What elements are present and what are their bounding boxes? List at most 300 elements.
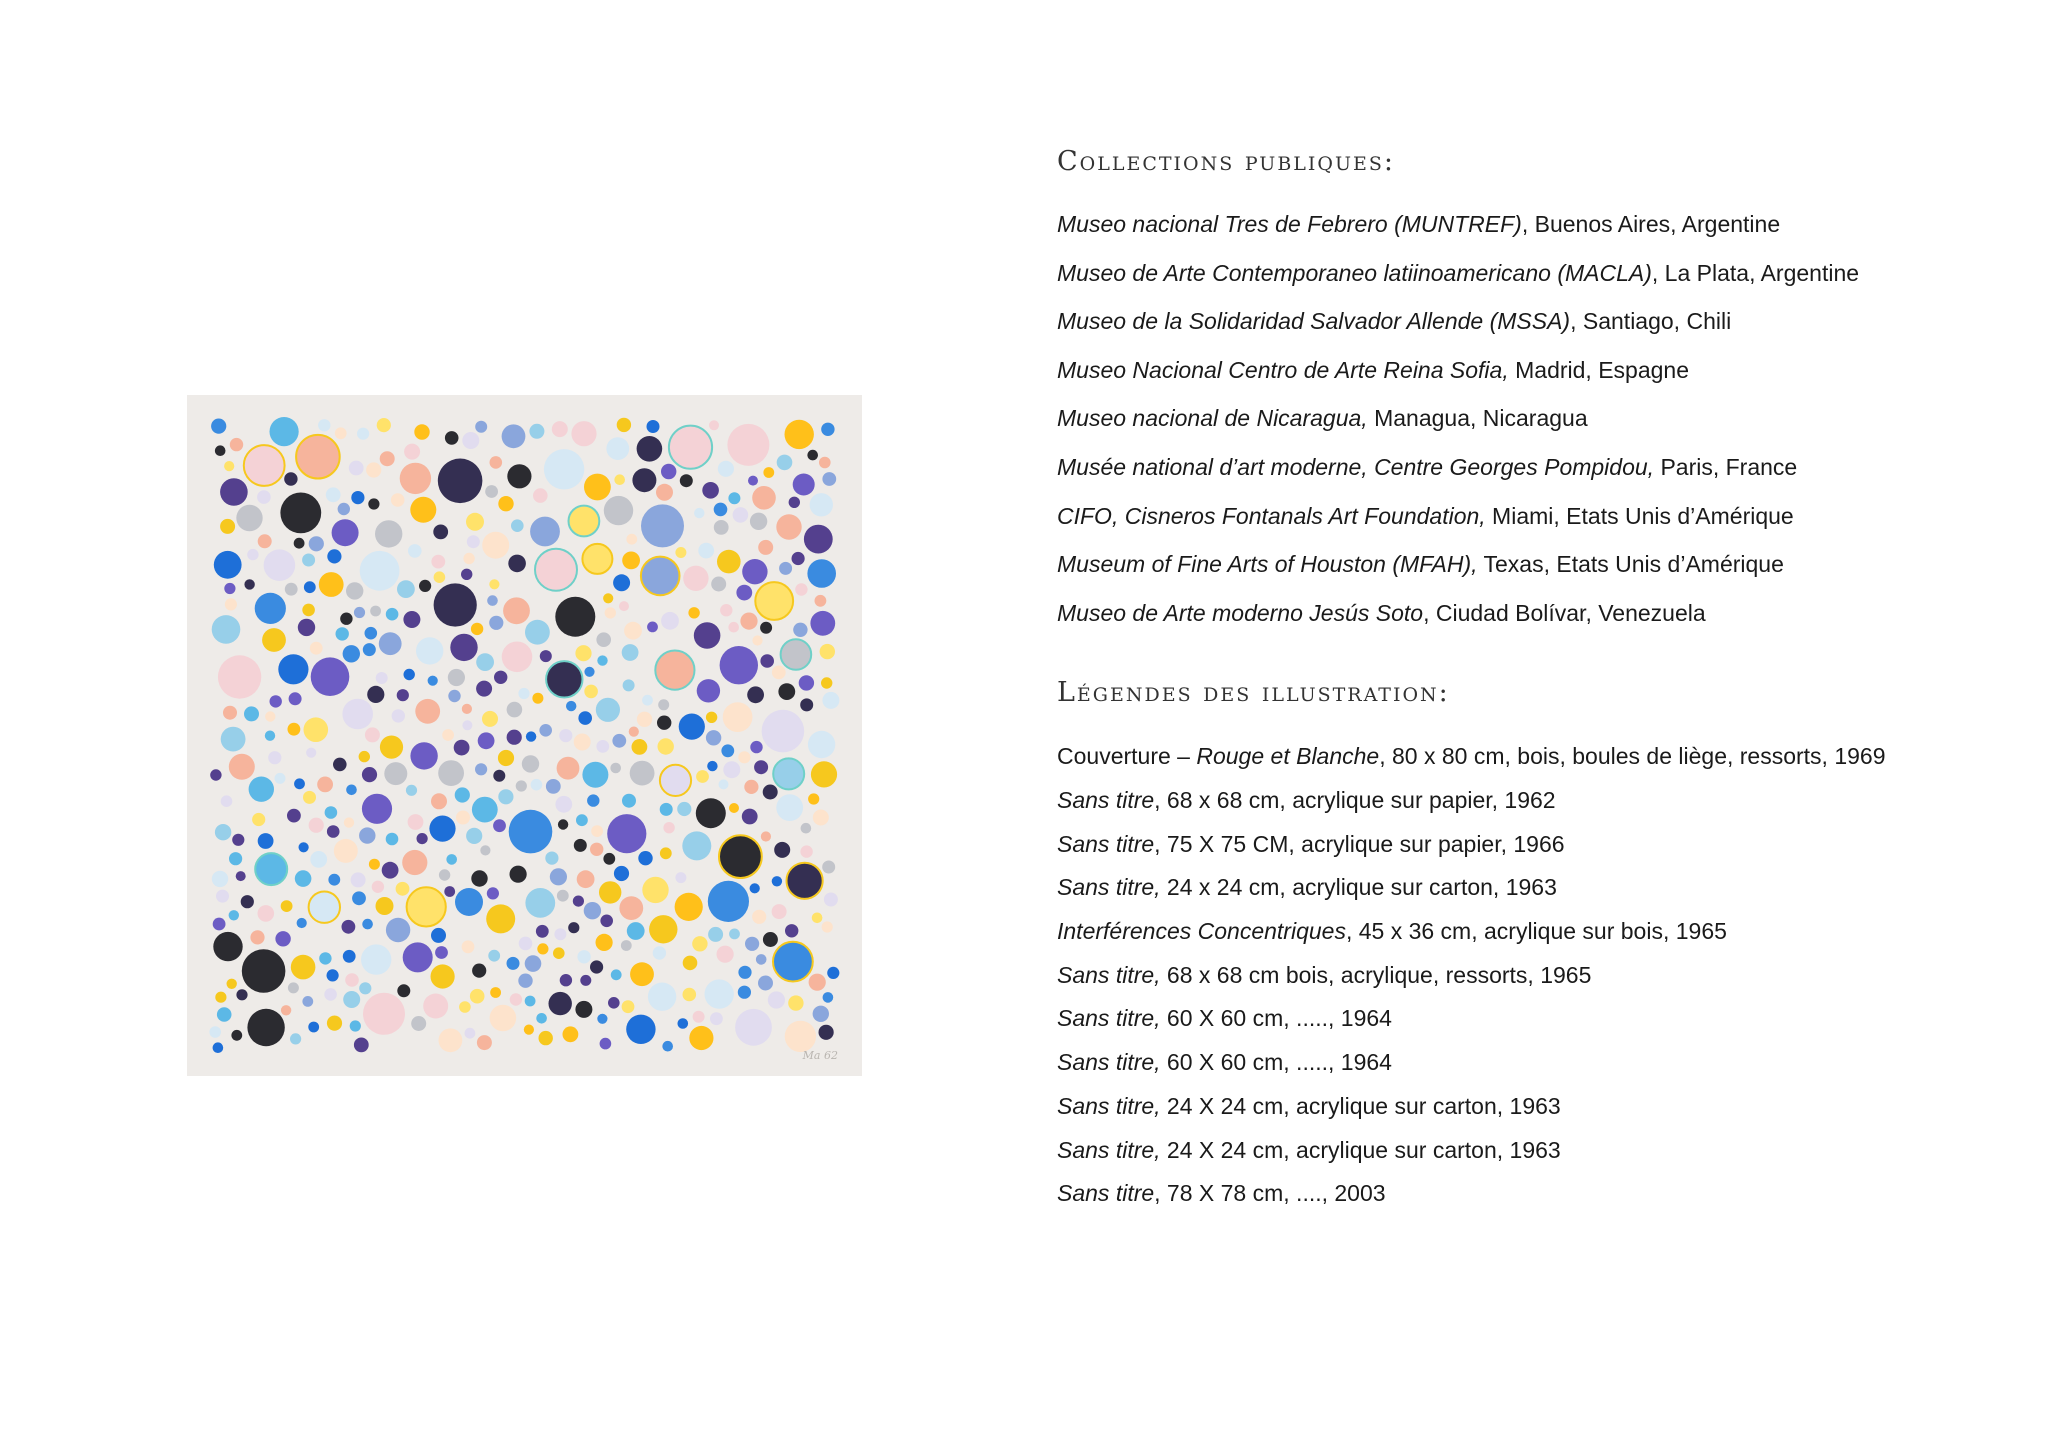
paint-dot	[558, 819, 568, 829]
paint-dot	[309, 818, 324, 833]
paint-dot	[813, 810, 829, 826]
paint-dot	[658, 738, 674, 754]
paint-dot	[362, 919, 373, 930]
paint-dot	[294, 538, 305, 549]
paint-dot	[669, 426, 712, 469]
paint-dot	[303, 791, 316, 804]
paint-dot	[258, 905, 275, 922]
paint-dot	[503, 597, 530, 624]
paint-dot	[310, 851, 327, 868]
work-title: Sans titre,	[1057, 961, 1161, 988]
paint-dot	[332, 519, 359, 546]
paint-dot	[498, 789, 513, 804]
paint-dot	[414, 424, 429, 439]
paint-dot	[614, 866, 629, 881]
paint-dot	[249, 777, 274, 802]
paint-dot	[363, 993, 405, 1035]
paint-dot	[603, 593, 613, 603]
paint-dot	[333, 758, 347, 772]
paint-dot	[287, 809, 301, 823]
work-title: Museo de Arte moderno Jesús Soto	[1057, 599, 1424, 626]
paint-dot	[680, 474, 693, 487]
paint-dot	[800, 845, 812, 857]
paint-dot	[532, 693, 543, 704]
paint-dot	[714, 503, 728, 517]
paint-dot	[357, 428, 369, 440]
paint-dot	[688, 607, 699, 618]
paint-dot	[434, 583, 477, 626]
paint-dot	[596, 698, 620, 722]
legendes-title: Légendes des illustration:	[1057, 677, 1450, 709]
paint-dot	[343, 991, 360, 1008]
paint-dot	[489, 616, 503, 630]
paint-dot	[738, 966, 751, 979]
item-details: 68 x 68 cm bois, acrylique, ressorts, 1965	[1160, 961, 1592, 988]
paint-dot	[285, 583, 298, 596]
paint-dot	[578, 711, 592, 725]
paint-dot	[431, 555, 445, 569]
paint-dot	[210, 769, 221, 780]
paint-dot	[559, 729, 572, 742]
work-title: Sans titre	[1057, 1180, 1155, 1207]
paint-dot	[218, 655, 261, 698]
paint-dot	[288, 982, 299, 993]
paint-dot	[213, 918, 226, 931]
paint-dot	[597, 1014, 607, 1024]
paint-dot	[288, 723, 301, 736]
paint-dot	[257, 490, 271, 504]
paint-dot	[406, 785, 417, 796]
paint-dot	[710, 1012, 723, 1025]
paint-dot	[744, 780, 758, 794]
paint-dot	[649, 915, 677, 943]
paint-dot	[811, 761, 837, 787]
paint-dot	[792, 552, 805, 565]
paint-dot	[438, 760, 464, 786]
paint-dot	[604, 496, 633, 525]
paint-dot	[477, 1035, 492, 1050]
paint-dot	[824, 893, 838, 907]
paint-dot	[637, 712, 652, 727]
paint-dot	[214, 551, 242, 579]
paint-dot	[655, 651, 694, 690]
paint-dot	[338, 503, 350, 515]
paint-dot	[415, 699, 440, 724]
item-details: , Ciudad Bolívar, Venezuela	[1423, 599, 1706, 626]
paint-dot	[772, 904, 787, 919]
item-details: Texas, Etats Unis d’Amérique	[1477, 551, 1784, 578]
paint-dot	[702, 482, 719, 499]
paint-dot	[485, 485, 498, 498]
paint-dot	[342, 920, 356, 934]
paint-dot	[490, 456, 503, 469]
paint-dot	[574, 839, 587, 852]
paint-dot	[229, 910, 239, 920]
caption-item	[1057, 866, 2017, 910]
paint-dot	[540, 650, 552, 662]
paint-dot	[718, 461, 734, 477]
paint-dot	[231, 1030, 242, 1041]
paint-dot	[498, 496, 513, 511]
paint-dot	[660, 803, 673, 816]
paint-dot	[299, 842, 309, 852]
paint-dot	[820, 644, 835, 659]
paint-dot	[328, 874, 340, 886]
paint-dot	[435, 946, 448, 959]
paint-dot	[550, 868, 567, 885]
paint-dot	[545, 852, 558, 865]
paint-dot	[345, 973, 359, 987]
work-title: Sans titre	[1057, 787, 1155, 814]
paint-dot	[340, 613, 352, 625]
paint-dot	[763, 932, 778, 947]
paint-dot	[360, 551, 400, 591]
paint-dot	[478, 732, 495, 749]
paint-dot	[471, 623, 483, 635]
paint-dot	[719, 835, 762, 878]
paint-dot	[522, 755, 539, 772]
item-details: , Buenos Aires, Argentine	[1521, 211, 1781, 237]
paint-dot	[490, 1005, 517, 1032]
paint-dot	[611, 969, 622, 980]
paint-dot	[696, 770, 709, 783]
paint-dot	[807, 559, 836, 588]
caption-item	[1057, 954, 2017, 998]
paint-dot	[466, 513, 484, 531]
paint-dot	[758, 540, 773, 555]
paint-dot	[302, 604, 315, 617]
paint-dot	[507, 464, 531, 488]
paint-dot	[675, 872, 686, 883]
paint-dot	[660, 847, 672, 859]
paint-dot	[431, 793, 447, 809]
paint-dot	[493, 819, 506, 832]
paint-dot	[402, 850, 427, 875]
item-details: 60 X 60 cm, ....., 1964	[1160, 1005, 1392, 1032]
paint-dot	[708, 927, 723, 942]
paint-dot	[600, 915, 613, 928]
paint-dot	[476, 653, 494, 671]
paint-dot	[747, 686, 764, 703]
paint-dot	[812, 913, 823, 924]
paint-dot	[750, 513, 767, 530]
paint-dot	[568, 922, 579, 933]
paint-dot	[350, 1020, 361, 1031]
paint-dot	[446, 854, 457, 865]
paint-dot	[563, 1026, 579, 1042]
paint-dot	[486, 904, 515, 933]
paint-dot	[498, 750, 514, 766]
paint-dot	[529, 424, 544, 439]
paint-dot	[605, 607, 616, 618]
paint-dot	[754, 760, 768, 774]
paint-dot	[801, 823, 812, 834]
paint-dot	[660, 765, 691, 796]
paint-dot	[807, 450, 818, 461]
paint-dot	[575, 645, 591, 661]
paint-dot	[745, 937, 759, 951]
paint-dot	[675, 893, 703, 921]
paint-dot	[439, 869, 450, 880]
paint-dot	[368, 498, 379, 509]
paint-dot	[735, 1009, 772, 1046]
paint-dot	[403, 611, 420, 628]
paint-dot	[630, 962, 654, 986]
paint-dot	[351, 872, 366, 887]
paint-dot	[603, 853, 615, 865]
paint-dot	[250, 930, 264, 944]
paint-dot	[455, 888, 483, 916]
paint-dot	[359, 751, 370, 762]
paint-dot	[708, 881, 749, 922]
paint-dot	[809, 974, 826, 991]
caption-item	[1057, 779, 2017, 823]
collection-item	[1057, 200, 2017, 249]
paint-dot	[658, 699, 669, 710]
paint-dot	[524, 1025, 534, 1035]
paint-dot	[255, 593, 286, 624]
paint-dot	[789, 497, 800, 508]
paint-dot	[510, 866, 527, 883]
paint-dot	[637, 436, 663, 462]
paint-dot	[343, 645, 360, 662]
paint-dot	[244, 706, 259, 721]
paint-dot	[433, 525, 448, 540]
paint-dot	[727, 424, 769, 466]
paint-dot	[244, 445, 285, 486]
paint-dot	[557, 890, 569, 902]
paint-dot	[720, 604, 732, 616]
paint-dot	[232, 834, 244, 846]
paint-dot	[597, 655, 607, 665]
paint-dot	[376, 897, 394, 915]
paint-dot	[311, 657, 350, 696]
paint-dot	[584, 474, 611, 501]
work-title: Sans titre,	[1057, 1136, 1161, 1163]
paint-dot	[209, 1026, 221, 1038]
paint-dot	[728, 622, 739, 633]
paint-dot	[606, 437, 629, 460]
paint-dot	[709, 420, 719, 430]
paint-dot	[404, 444, 420, 460]
paint-dot	[574, 734, 591, 751]
paint-dot	[309, 892, 340, 923]
paint-dot	[502, 424, 526, 448]
item-details: 60 X 60 cm, ....., 1964	[1160, 1049, 1392, 1076]
paint-dot	[365, 627, 378, 640]
paint-dot	[663, 822, 674, 833]
paint-dot	[369, 859, 380, 870]
paint-dot	[268, 751, 281, 764]
paint-dot	[236, 871, 246, 881]
paint-dot	[382, 862, 399, 879]
paint-dot	[410, 742, 437, 769]
paint-dot	[252, 813, 265, 826]
paint-dot	[230, 438, 243, 451]
paint-dot	[720, 646, 758, 684]
paint-dot	[683, 956, 698, 971]
work-title: Museo de la Solidaridad Salvador Allende (MSSA)	[1057, 308, 1571, 335]
paint-dot	[566, 701, 576, 711]
caption-item	[1057, 910, 2017, 954]
collection-item	[1057, 589, 2017, 638]
paint-dot	[511, 519, 524, 532]
paint-dot	[632, 739, 648, 755]
paint-dot	[510, 993, 522, 1005]
paint-dot	[212, 871, 228, 887]
paint-dot	[281, 1005, 291, 1015]
paint-dot	[706, 712, 717, 723]
paint-dot	[476, 681, 492, 697]
item-details: , 68 x 68 cm, acrylique sur papier, 1962	[1154, 787, 1556, 814]
paint-dot	[760, 622, 772, 634]
item-details: Madrid, Espagne	[1508, 356, 1690, 383]
paint-dot	[777, 455, 793, 471]
paint-dot	[217, 1007, 232, 1022]
paint-dot	[795, 583, 807, 595]
paint-dot	[793, 623, 807, 637]
paint-dot	[813, 1006, 829, 1022]
paint-dot	[363, 643, 376, 656]
paint-dot	[623, 679, 635, 691]
paint-dot	[431, 964, 455, 988]
collection-item	[1057, 297, 2017, 346]
paint-dot	[576, 814, 588, 826]
paint-dot	[445, 431, 459, 445]
item-details: , 45 x 36 cm, acrylique sur bois, 1965	[1345, 918, 1727, 945]
work-title: CIFO, Cisneros Fontanals Art Foundation,	[1057, 502, 1486, 529]
item-details: Paris, France	[1654, 453, 1798, 480]
paint-dot	[475, 763, 487, 775]
paint-dot	[823, 992, 834, 1003]
paint-dot	[536, 1013, 547, 1024]
paint-dot	[627, 922, 645, 940]
paint-dot	[397, 984, 410, 997]
paint-dot	[507, 730, 522, 745]
paint-dot	[622, 1000, 635, 1013]
paint-dot	[380, 736, 403, 759]
paint-dot	[827, 967, 839, 979]
paint-dot	[617, 418, 631, 432]
paint-dot	[717, 946, 734, 963]
paint-dot	[821, 423, 834, 436]
paint-dot	[694, 508, 704, 518]
item-details: Managua, Nicaragua	[1367, 405, 1588, 432]
paint-dot	[555, 597, 595, 637]
paint-dot	[507, 957, 520, 970]
paint-dot	[396, 882, 410, 896]
paint-dot	[462, 432, 479, 449]
paint-dot	[577, 950, 590, 963]
collections-title: Collections publiques:	[1057, 146, 1395, 177]
paint-dot	[423, 994, 448, 1019]
paint-dot	[343, 950, 356, 963]
collection-item	[1057, 346, 2017, 395]
paint-dot	[327, 1016, 342, 1031]
paint-dot	[397, 580, 415, 598]
paint-dot	[509, 810, 553, 854]
paint-dot	[463, 553, 474, 564]
paint-dot	[711, 577, 726, 592]
paint-dot	[482, 532, 509, 559]
paint-dot	[546, 779, 561, 794]
paint-dot	[428, 676, 438, 686]
paint-dot	[223, 706, 237, 720]
paint-dot	[507, 702, 523, 718]
paint-dot	[584, 667, 594, 677]
paint-dot	[247, 549, 258, 560]
paint-dot	[258, 833, 274, 849]
paint-dot	[638, 851, 652, 865]
paint-dot	[372, 881, 384, 893]
paint-dot	[220, 478, 248, 506]
paint-dot	[591, 825, 603, 837]
paint-dot	[553, 947, 565, 959]
paint-dot	[750, 741, 762, 753]
paint-dot	[560, 974, 572, 986]
paint-dot	[596, 934, 613, 951]
paint-dot	[247, 1009, 284, 1046]
caption-item	[1057, 1041, 2017, 1085]
paint-dot	[489, 579, 499, 589]
paint-dot	[723, 761, 740, 778]
work-title: Sans titre	[1057, 830, 1155, 857]
paint-dot	[319, 572, 344, 597]
paint-dot	[629, 727, 639, 737]
paint-dot	[537, 943, 548, 954]
paint-dot	[642, 695, 653, 706]
paint-dot	[349, 461, 364, 476]
paint-dot	[416, 637, 443, 664]
paint-dot	[776, 794, 803, 821]
work-title: Sans titre,	[1057, 874, 1161, 901]
collection-item	[1057, 394, 2017, 443]
collection-item	[1057, 249, 2017, 298]
paint-dot	[215, 445, 226, 456]
paint-dot	[661, 612, 679, 630]
paint-dot	[662, 1041, 673, 1052]
paint-dot	[324, 988, 337, 1001]
work-title: Museum of Fine Arts of Houston (MFAH),	[1057, 551, 1478, 578]
paint-dot	[366, 462, 381, 477]
paint-dot	[213, 932, 242, 961]
paint-dot	[755, 582, 793, 620]
paint-dot	[255, 853, 287, 885]
paint-dot	[641, 504, 684, 547]
paint-dot	[429, 816, 455, 842]
paint-dot	[221, 795, 233, 807]
paint-dot	[438, 459, 483, 504]
paint-dot	[375, 520, 402, 547]
paint-dot	[772, 666, 786, 680]
item-details: , 78 X 78 cm, ...., 2003	[1154, 1180, 1386, 1207]
paint-dot	[442, 729, 454, 741]
work-title: Musée national d’art moderne, Centre Georges Pompidou,	[1057, 453, 1655, 480]
paint-dot	[613, 574, 630, 591]
paint-dot	[599, 881, 621, 903]
paint-dot	[582, 762, 608, 788]
paint-dot	[762, 710, 805, 753]
paint-dot	[342, 699, 373, 730]
paint-dot	[707, 761, 717, 771]
paint-dot	[785, 420, 814, 449]
paint-dot	[465, 1028, 476, 1039]
work-title: Sans titre,	[1057, 1005, 1161, 1032]
paint-dot	[748, 476, 758, 486]
paint-dot	[682, 831, 711, 860]
paint-dot	[810, 493, 833, 516]
paint-dot	[229, 754, 255, 780]
